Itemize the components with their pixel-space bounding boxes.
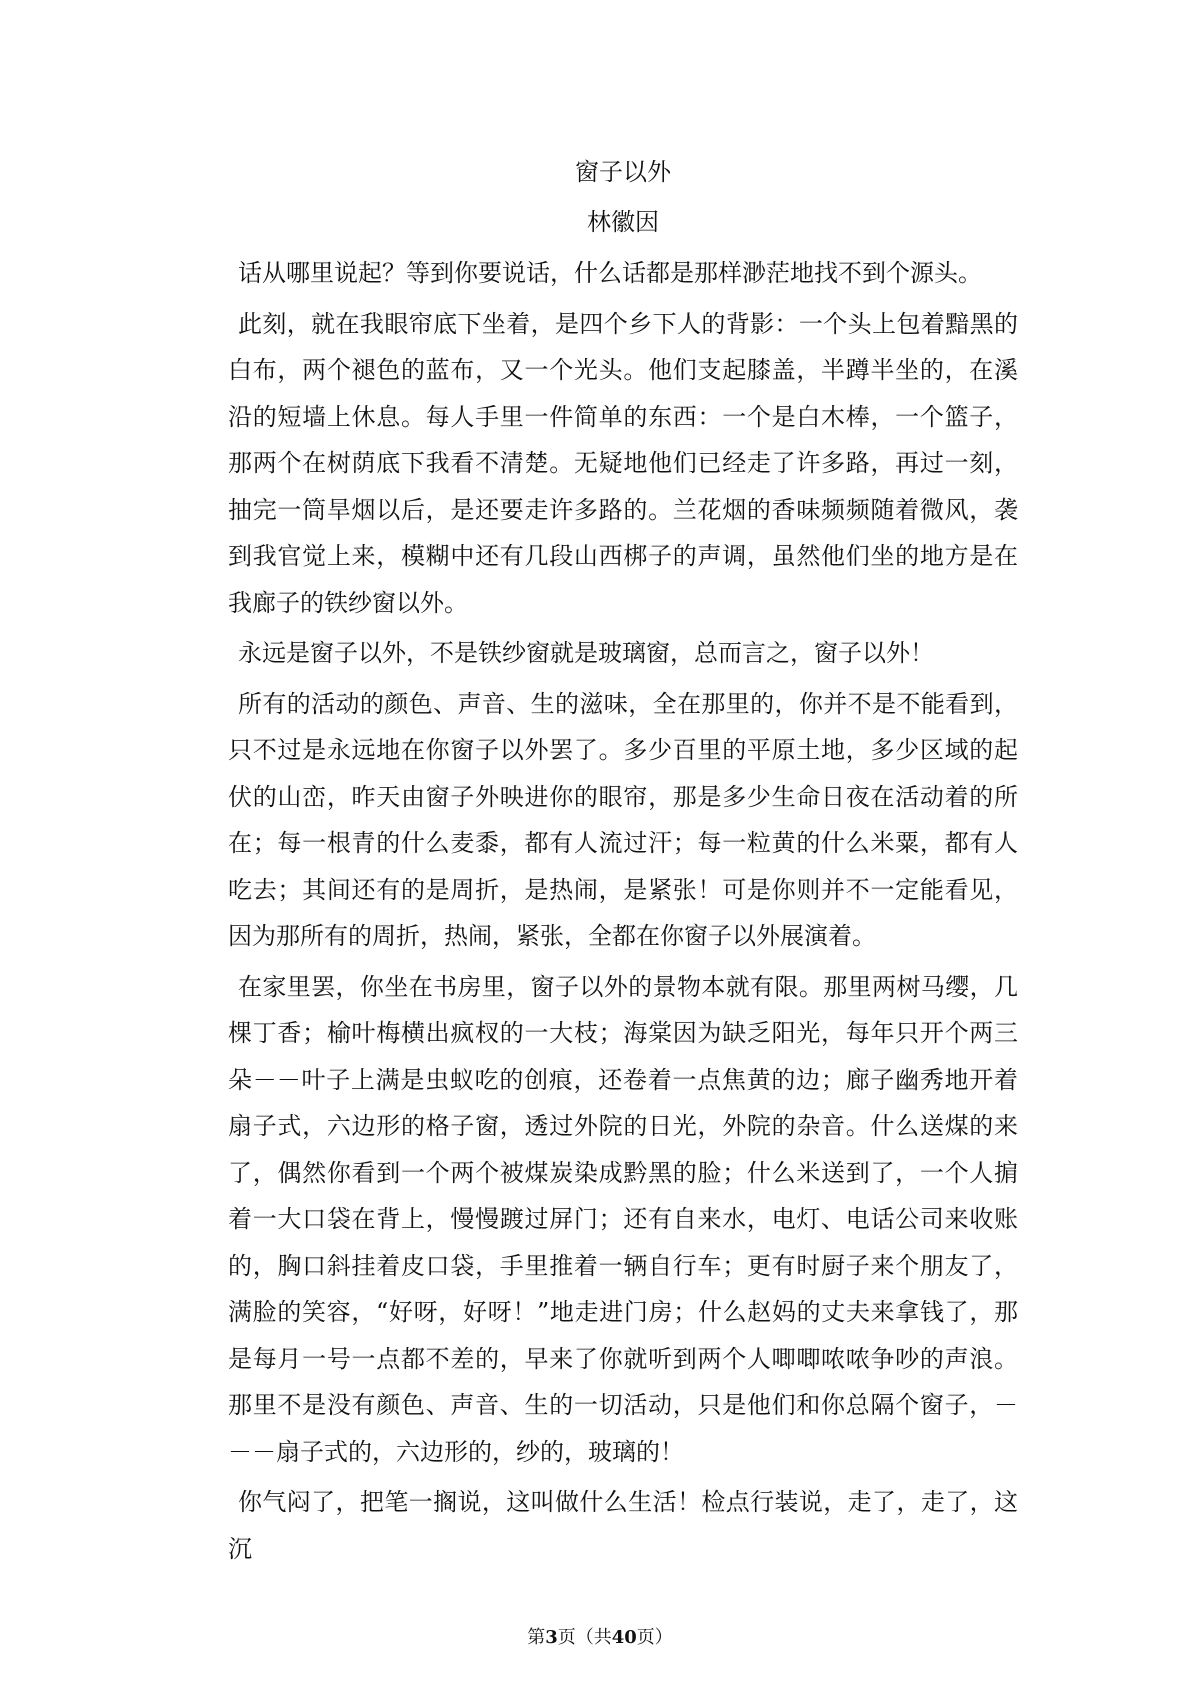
paragraph-3: 永远是窗子以外，不是铁纱窗就是玻璃窗，总而言之，窗子以外！ (238, 639, 934, 667)
footer-page-number: 3 (545, 1627, 558, 1648)
paragraph-5: 在家里罢，你坐在书房里，窗子以外的景物本就有限。那里两树马缨，几棵丁香；榆叶梅横出疯杈的一大枝；海棠因为缺乏阳光，每年只开个两三朵－－叶子上满是虫蚁吃的创痕，还卷着一点焦黄的边；廊子幽秀地开着扇子式，六边形的格子窗，透过外院的日光，外院的杂音。什么送煤的来了，偶然你看到一个两个被煤炭染成黔黑的脸；什么米送到了，一个人掮着一大口袋在背上，慢慢踱过屏门；还有自来水，电灯、电话公司来收账的，胸口斜挂着皮口袋，手里推着一辆自行车；更有时厨子来个朋友了，满脸的笑容，“好呀，好呀！”地走进门房；什么赵妈的丈夫来拿钱了，那是每月一号一点都不差的，早来了你就听到两个人唧唧哝哝争吵的声浪。那里不是没有颜色、声音、生的一切活动，只是他们和你总隔个窗子，－－－扇子式的，六边形的，纱的，玻璃的！ (228, 972, 1018, 1466)
paragraph-1: 话从哪里说起？等到你要说话，什么话都是那样渺茫地找不到个源头。 (238, 259, 982, 287)
footer-prefix: 第 (527, 1627, 546, 1648)
article-title: 窗子以外 (575, 158, 671, 186)
footer-suffix: 页） (636, 1627, 673, 1648)
paragraph-4: 所有的活动的颜色、声音、生的滋味，全在那里的，你并不是不能看到，只不过是永远地在你窗子以外罢了。多少百里的平原土地，多少区域的起伏的山峦，昨天由窗子外映进你的眼帘，那是多少生命日夜在活动着的所在；每一根青的什么麦黍，都有人流过汗；每一粒黄的什么米粟，都有人吃去；其间还有的是周折，是热闹，是紧张！可是你则并不一定能看见，因为那所有的周折，热闹，紧张，全都在你窗子以外展演着。 (228, 689, 1018, 950)
article-author: 林徽因 (587, 208, 659, 236)
article-body (228, 152, 1018, 1576)
paragraph-2: 此刻，就在我眼帘底下坐着，是四个乡下人的背影：一个头上包着黯黑的白布，两个褪色的蓝布，又一个光头。他们支起膝盖，半蹲半坐的，在溪沿的短墙上休息。每人手里一件简单的东西：一个是白木棒，一个篮子，那两个在树荫底下我看不清楚。无疑地他们已经走了许多路，再过一刻，抽完一筒旱烟以后，是还要走许多路的。兰花烟的香味频频随着微风，袭到我官觉上来，模糊中还有几段山西梆子的声调，虽然他们坐的地方是在我廊子的铁纱窗以外。 (228, 309, 1018, 617)
page-footer (0, 1626, 1200, 1650)
paragraph-6: 你气闷了，把笔一搁说，这叫做什么生活！检点行装说，走了，走了，这沉 (228, 1488, 1018, 1563)
footer-middle: 页（共 (557, 1627, 612, 1648)
footer-total-pages: 40 (611, 1627, 637, 1648)
